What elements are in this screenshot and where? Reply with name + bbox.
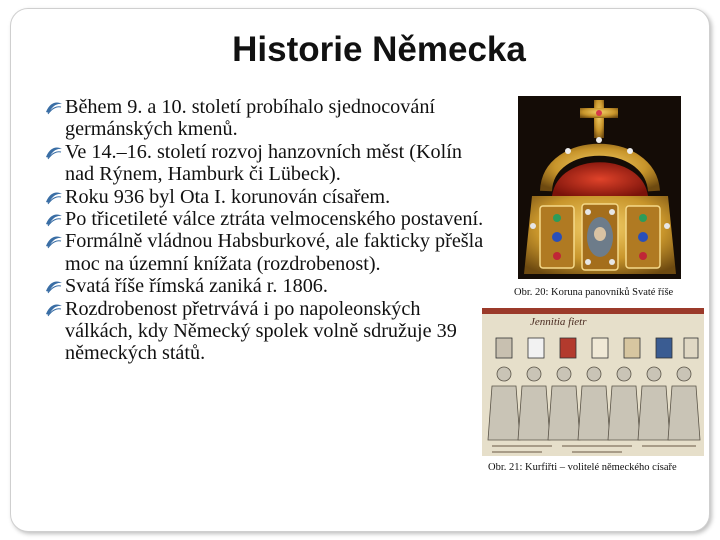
bullet-item	[44, 298, 484, 365]
bullet-swoosh-icon	[45, 211, 63, 229]
crown-caption: Obr. 20: Koruna panovníků Svaté říše	[514, 287, 674, 298]
bullet-item	[44, 230, 484, 275]
bullet-item	[44, 186, 484, 208]
electors-image	[482, 308, 704, 456]
electors-caption: Obr. 21: Kurfiřti – volitelé německého císaře	[488, 462, 677, 473]
bullet-item	[44, 208, 484, 230]
bullet-list	[44, 96, 484, 365]
slide-title: Historie Německa	[232, 30, 526, 69]
bullet-text: Po třicetileté válce ztráta velmocenského postavení.	[65, 208, 484, 231]
bullet-text: Svatá říše římská zaniká r. 1806.	[65, 275, 328, 298]
bullet-item	[44, 96, 484, 141]
bullet-swoosh-icon	[45, 189, 63, 207]
bullet-swoosh-icon	[45, 144, 63, 162]
bullet-text: Během 9. a 10. století probíhalo sjednocování germánských kmenů.	[65, 96, 436, 141]
bullet-text: Formálně vládnou Habsburkové, ale fakticky přešla moc na územní knížata (rozdrobenost).	[65, 230, 484, 275]
bullet-swoosh-icon	[45, 301, 63, 319]
bullet-item	[44, 141, 484, 186]
crown-image	[518, 96, 681, 279]
electors-heading-text: Jennitia fietr	[530, 316, 587, 328]
bullet-swoosh-icon	[45, 233, 63, 251]
bullet-text: Ve 14.–16. století rozvoj hanzovních měst (Kolín nad Rýnem, Hamburk či Lübeck).	[65, 140, 462, 186]
bullet-item	[44, 275, 484, 297]
bullet-swoosh-icon	[45, 278, 63, 296]
bullet-swoosh-icon	[45, 99, 63, 117]
bullet-text: Roku 936 byl Ota I. korunován císařem.	[65, 185, 391, 208]
bullet-text: Rozdrobenost přetrvává i po napoleonských válkách, kdy Německý spolek volně sdružuje 39 německých států.	[65, 297, 457, 365]
